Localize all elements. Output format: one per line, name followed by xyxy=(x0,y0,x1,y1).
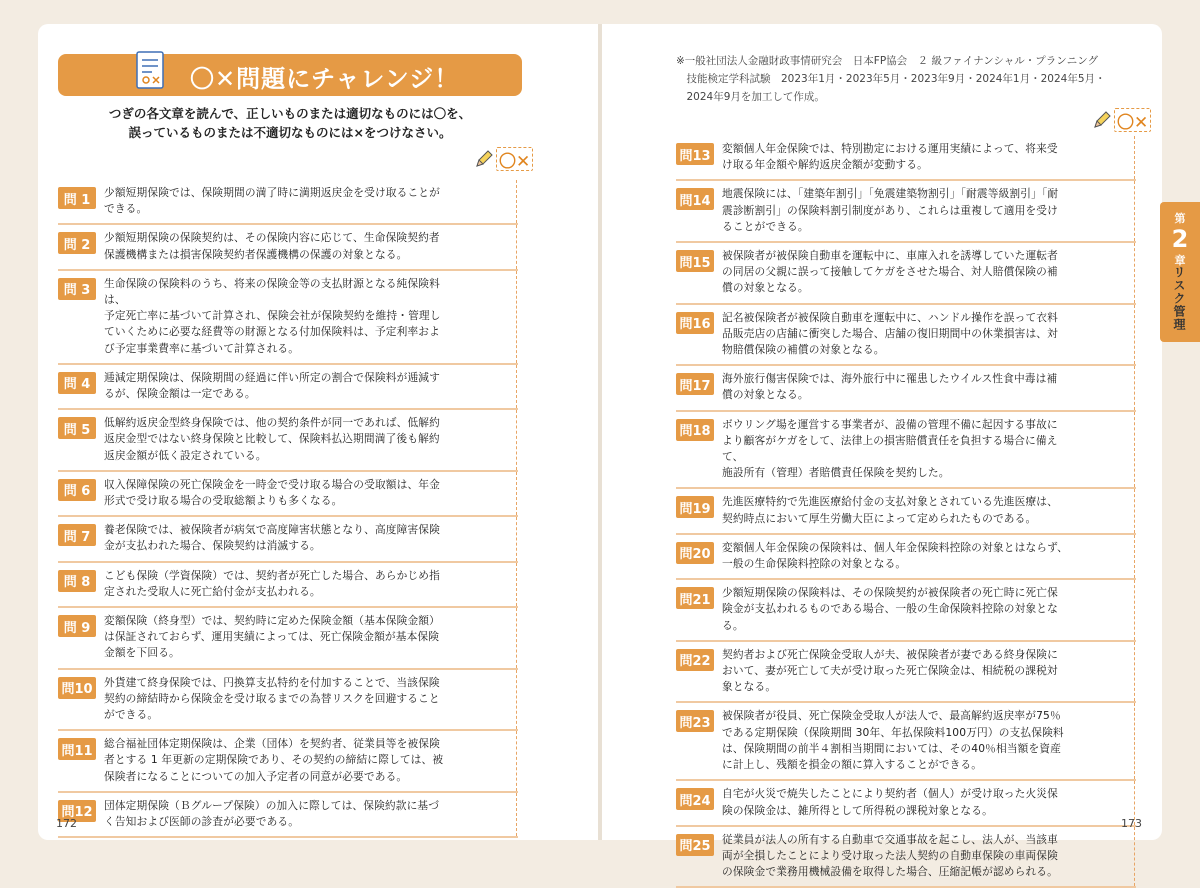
question-number: 問18 xyxy=(676,419,714,441)
question-number: 問17 xyxy=(676,373,714,395)
pencil-icon xyxy=(474,149,494,169)
question-text: 生命保険の保険料のうち、将来の保険金等の支払財源となる純保険料は、 予定死亡率に基づいて計算され、保険会社が保険契約を維持・管理し ていくために必要な経費等の財源となる付加保険料は、予定利率およ び予定事業費率に基づいて計算される。 xyxy=(104,276,441,355)
page-number-left: 172 xyxy=(56,817,77,830)
answer-column-header xyxy=(474,147,533,171)
question-number: 問11 xyxy=(58,738,96,760)
question-number: 問20 xyxy=(676,542,714,564)
question-number: 問21 xyxy=(676,587,714,609)
question-text: 逓減定期保険は、保険期間の経過に伴い所定の割合で保険料が逓減す るが、保険金額は一定である。 xyxy=(104,370,440,401)
page-number-right: 173 xyxy=(1121,817,1142,830)
question-number: 問13 xyxy=(676,143,714,165)
question-number: 問15 xyxy=(676,250,714,272)
question-number: 問 8 xyxy=(58,570,96,592)
question-text: 自宅が火災で焼失したことにより契約者（個人）が受け取った火災保 険の保険金は、雑所得として所得税の課税対象となる。 xyxy=(722,787,1058,817)
question-number: 問23 xyxy=(676,710,714,732)
question-row xyxy=(676,703,1136,781)
question-row xyxy=(58,670,518,732)
question-row xyxy=(58,472,518,517)
question-text: こども保険（学資保険）では、契約者が死亡した場合、あらかじめ指 定された受取人に死亡給付金が支払われる。 xyxy=(104,568,440,598)
question-number: 問 2 xyxy=(58,232,96,254)
question-number: 問16 xyxy=(676,312,714,334)
question-row xyxy=(58,793,518,838)
question-row xyxy=(676,642,1136,704)
question-text: 低解約返戻金型終身保険では、他の契約条件が同一であれば、低解約 返戻金型ではない終身保険と比較して、保険料払込期間満了後も解約 返戻金額が低く設定されている。 xyxy=(104,416,440,462)
question-row xyxy=(58,563,518,608)
question-text: 少額短期保険の保険料は、その保険契約が被保険者の死亡時に死亡保 険金が支払われるものである場合、一般の生命保険料控除の対象となる。 xyxy=(722,586,1058,632)
question-text: 契約者および死亡保険金受取人が夫、被保険者が妻である終身保険に おいて、妻が死亡して夫が受け取った死亡保険金は、相続税の課税対 象となる。 xyxy=(722,647,1058,694)
question-text: 地震保険には、「建築年割引」「免震建築物割引」「耐震等級割引」「耐 震診断割引」の保険料割引制度があり、これらは重複して適用を受け ることができる。 xyxy=(722,187,1059,233)
question-text: 変額個人年金保険では、特別勘定における運用実績によって、将来受 け取る年金額や解約返戻金額が変動する。 xyxy=(722,142,1058,172)
question-text: 記名被保険者が被保険自動車を運転中に、ハンドル操作を誤って衣料 品販売店の店舗に衝突した場合、店舗の復旧期間中の休業損害は、対 物賠償保険の補償の対象となる。 xyxy=(722,310,1058,357)
question-text: 従業員が法人の所有する自動車で交通事故を起こし、法人が、当該車 両が全損したことにより受け取った法人契約の自動車保険の車両保険 の保険金で業務用機械設備を取得した場合、圧縮記帳が認められる。 xyxy=(722,832,1058,879)
pencil-icon xyxy=(1092,110,1112,130)
question-number: 問10 xyxy=(58,677,96,699)
question-row xyxy=(58,180,518,225)
question-list-left xyxy=(58,180,518,838)
question-text: 外貨建て終身保険では、円換算支払特約を付加することで、当該保険 契約の締結時から保険金を受け取るまでの為替リスクを回避すること ができる。 xyxy=(104,675,440,722)
question-number: 問 6 xyxy=(58,479,96,501)
question-row xyxy=(676,827,1136,888)
question-text: 変額保険（終身型）では、契約時に定めた保険金額（基本保険金額） は保証されておらず、運用実績によっては、死亡保険金額が基本保険 金額を下回る。 xyxy=(104,614,440,660)
chapter-prefix: 第 xyxy=(1174,212,1186,225)
instructions-line-2: 誤っているものまたは不適切なものには×をつけなさい。 xyxy=(128,125,452,140)
question-row xyxy=(676,535,1136,580)
question-row xyxy=(58,608,518,670)
question-number: 問 5 xyxy=(58,417,96,439)
question-text: 養老保険では、被保険者が病気で高度障害状態となり、高度障害保険 金が支払われた場合、保険契約は消滅する。 xyxy=(104,523,440,553)
banner-title: 〇✕問題にチャレンジ！ xyxy=(190,65,460,93)
question-number: 問 9 xyxy=(58,615,96,637)
instructions xyxy=(58,104,522,142)
right-page xyxy=(602,24,1162,879)
question-text: 先進医療特約で先進医療給付金の支払対象とされている先進医療は、 契約時点において厚生労働大臣によって定められたものである。 xyxy=(722,495,1058,525)
question-row xyxy=(676,366,1136,411)
question-text: 海外旅行傷害保険では、海外旅行中に罹患したウイルス性食中毒は補 償の対象となる。 xyxy=(722,372,1058,402)
question-number: 問 3 xyxy=(58,278,96,300)
instructions-line-1: つぎの各文章を読んで、正しいものまたは適切なものには〇を、 xyxy=(108,106,472,121)
question-number: 問24 xyxy=(676,788,714,810)
answer-column-header xyxy=(1092,108,1151,132)
question-number: 問 4 xyxy=(58,372,96,394)
challenge-banner xyxy=(58,54,522,96)
question-number: 問 1 xyxy=(58,187,96,209)
question-number: 問25 xyxy=(676,834,714,856)
question-text: 被保険者が被保険自動車を運転中に、車庫入れを誘導していた運転者 の同居の父親に誤って接触してケガをさせた場合、対人賠償保険の補 償の対象となる。 xyxy=(722,249,1058,295)
question-row xyxy=(676,489,1136,534)
chapter-suffix: 章 xyxy=(1174,254,1186,267)
question-text: 収入保障保険の死亡保険金を一時金で受け取る場合の受取額は、年金 形式で受け取る場合の受取総額よりも多くなる。 xyxy=(104,477,440,508)
source-note: ※一般社団法人金融財政事情研究会 日本FP協会 ２ 級ファイナンシャル・プランニング 技能検定学科試験 2023年1月・2023年5月・2023年9月・2024年1月・2024年5月・ 2024年9月を加工して作成。 xyxy=(676,55,1106,103)
question-text: 総合福祉団体定期保険は、企業（団体）を契約者、従業員等を被保険 者とする 1 年更新の定期保険であり、その契約の締結に際しては、被 保険者になることについての加入予定者の同意が必要である。 xyxy=(104,737,444,783)
question-number: 問 7 xyxy=(58,524,96,546)
question-row xyxy=(58,410,518,472)
question-row xyxy=(676,580,1136,642)
question-text: 団体定期保険（Ｂグループ保険）の加入に際しては、保険約款に基づ く告知および医師の診査が必要である。 xyxy=(104,798,440,829)
question-row xyxy=(58,225,518,270)
question-row xyxy=(58,365,518,410)
question-row xyxy=(676,181,1136,243)
question-number: 問12 xyxy=(58,800,96,822)
question-text: ボウリング場を運営する事業者が、設備の管理不備に起因する事故に より顧客がケガをして、法律上の損害賠償責任を負担する場合に備えて、 施設所有（管理）者賠償責任保険を契約した。 xyxy=(722,417,1058,480)
question-text: 少額短期保険の保険契約は、その保険内容に応じて、生命保険契約者 保護機構または損害保険契約者保護機構の保護の対象となる。 xyxy=(104,231,440,261)
question-row xyxy=(676,136,1136,181)
question-row xyxy=(58,517,518,562)
left-page xyxy=(38,24,598,840)
question-row xyxy=(676,781,1136,826)
question-number: 問22 xyxy=(676,649,714,671)
question-row xyxy=(58,731,518,793)
question-row xyxy=(676,243,1136,305)
question-list-right xyxy=(676,136,1136,888)
question-text: 少額短期保険では、保険期間の満了時に満期返戻金を受け取ることが できる。 xyxy=(104,186,440,216)
chapter-number: 2 xyxy=(1171,225,1189,253)
question-row xyxy=(676,412,1136,490)
question-row xyxy=(58,271,518,365)
question-text: 被保険者が役員、死亡保険金受取人が法人で、最高解約返戻率が75％ である定期保険（保険期間 30年、年払保険料100万円）の支払保険料 は、保険期間の前半４割相当期間においては、その40％相当額を資産 に計上し、残額を損金の額に算入することができる。 xyxy=(722,709,1064,772)
question-number: 問19 xyxy=(676,496,714,518)
answer-header-label: 〇✕ xyxy=(1117,112,1149,133)
question-row xyxy=(676,305,1136,367)
answer-header-label: 〇✕ xyxy=(499,151,531,172)
document-checklist-icon xyxy=(134,48,168,92)
question-text: 変額個人年金保険の保険料は、個人年金保険料控除の対象とはならず、 一般の生命保険料控除の対象となる。 xyxy=(722,540,1068,571)
question-number: 問14 xyxy=(676,188,714,210)
chapter-title: リスク管理 xyxy=(1172,266,1186,331)
